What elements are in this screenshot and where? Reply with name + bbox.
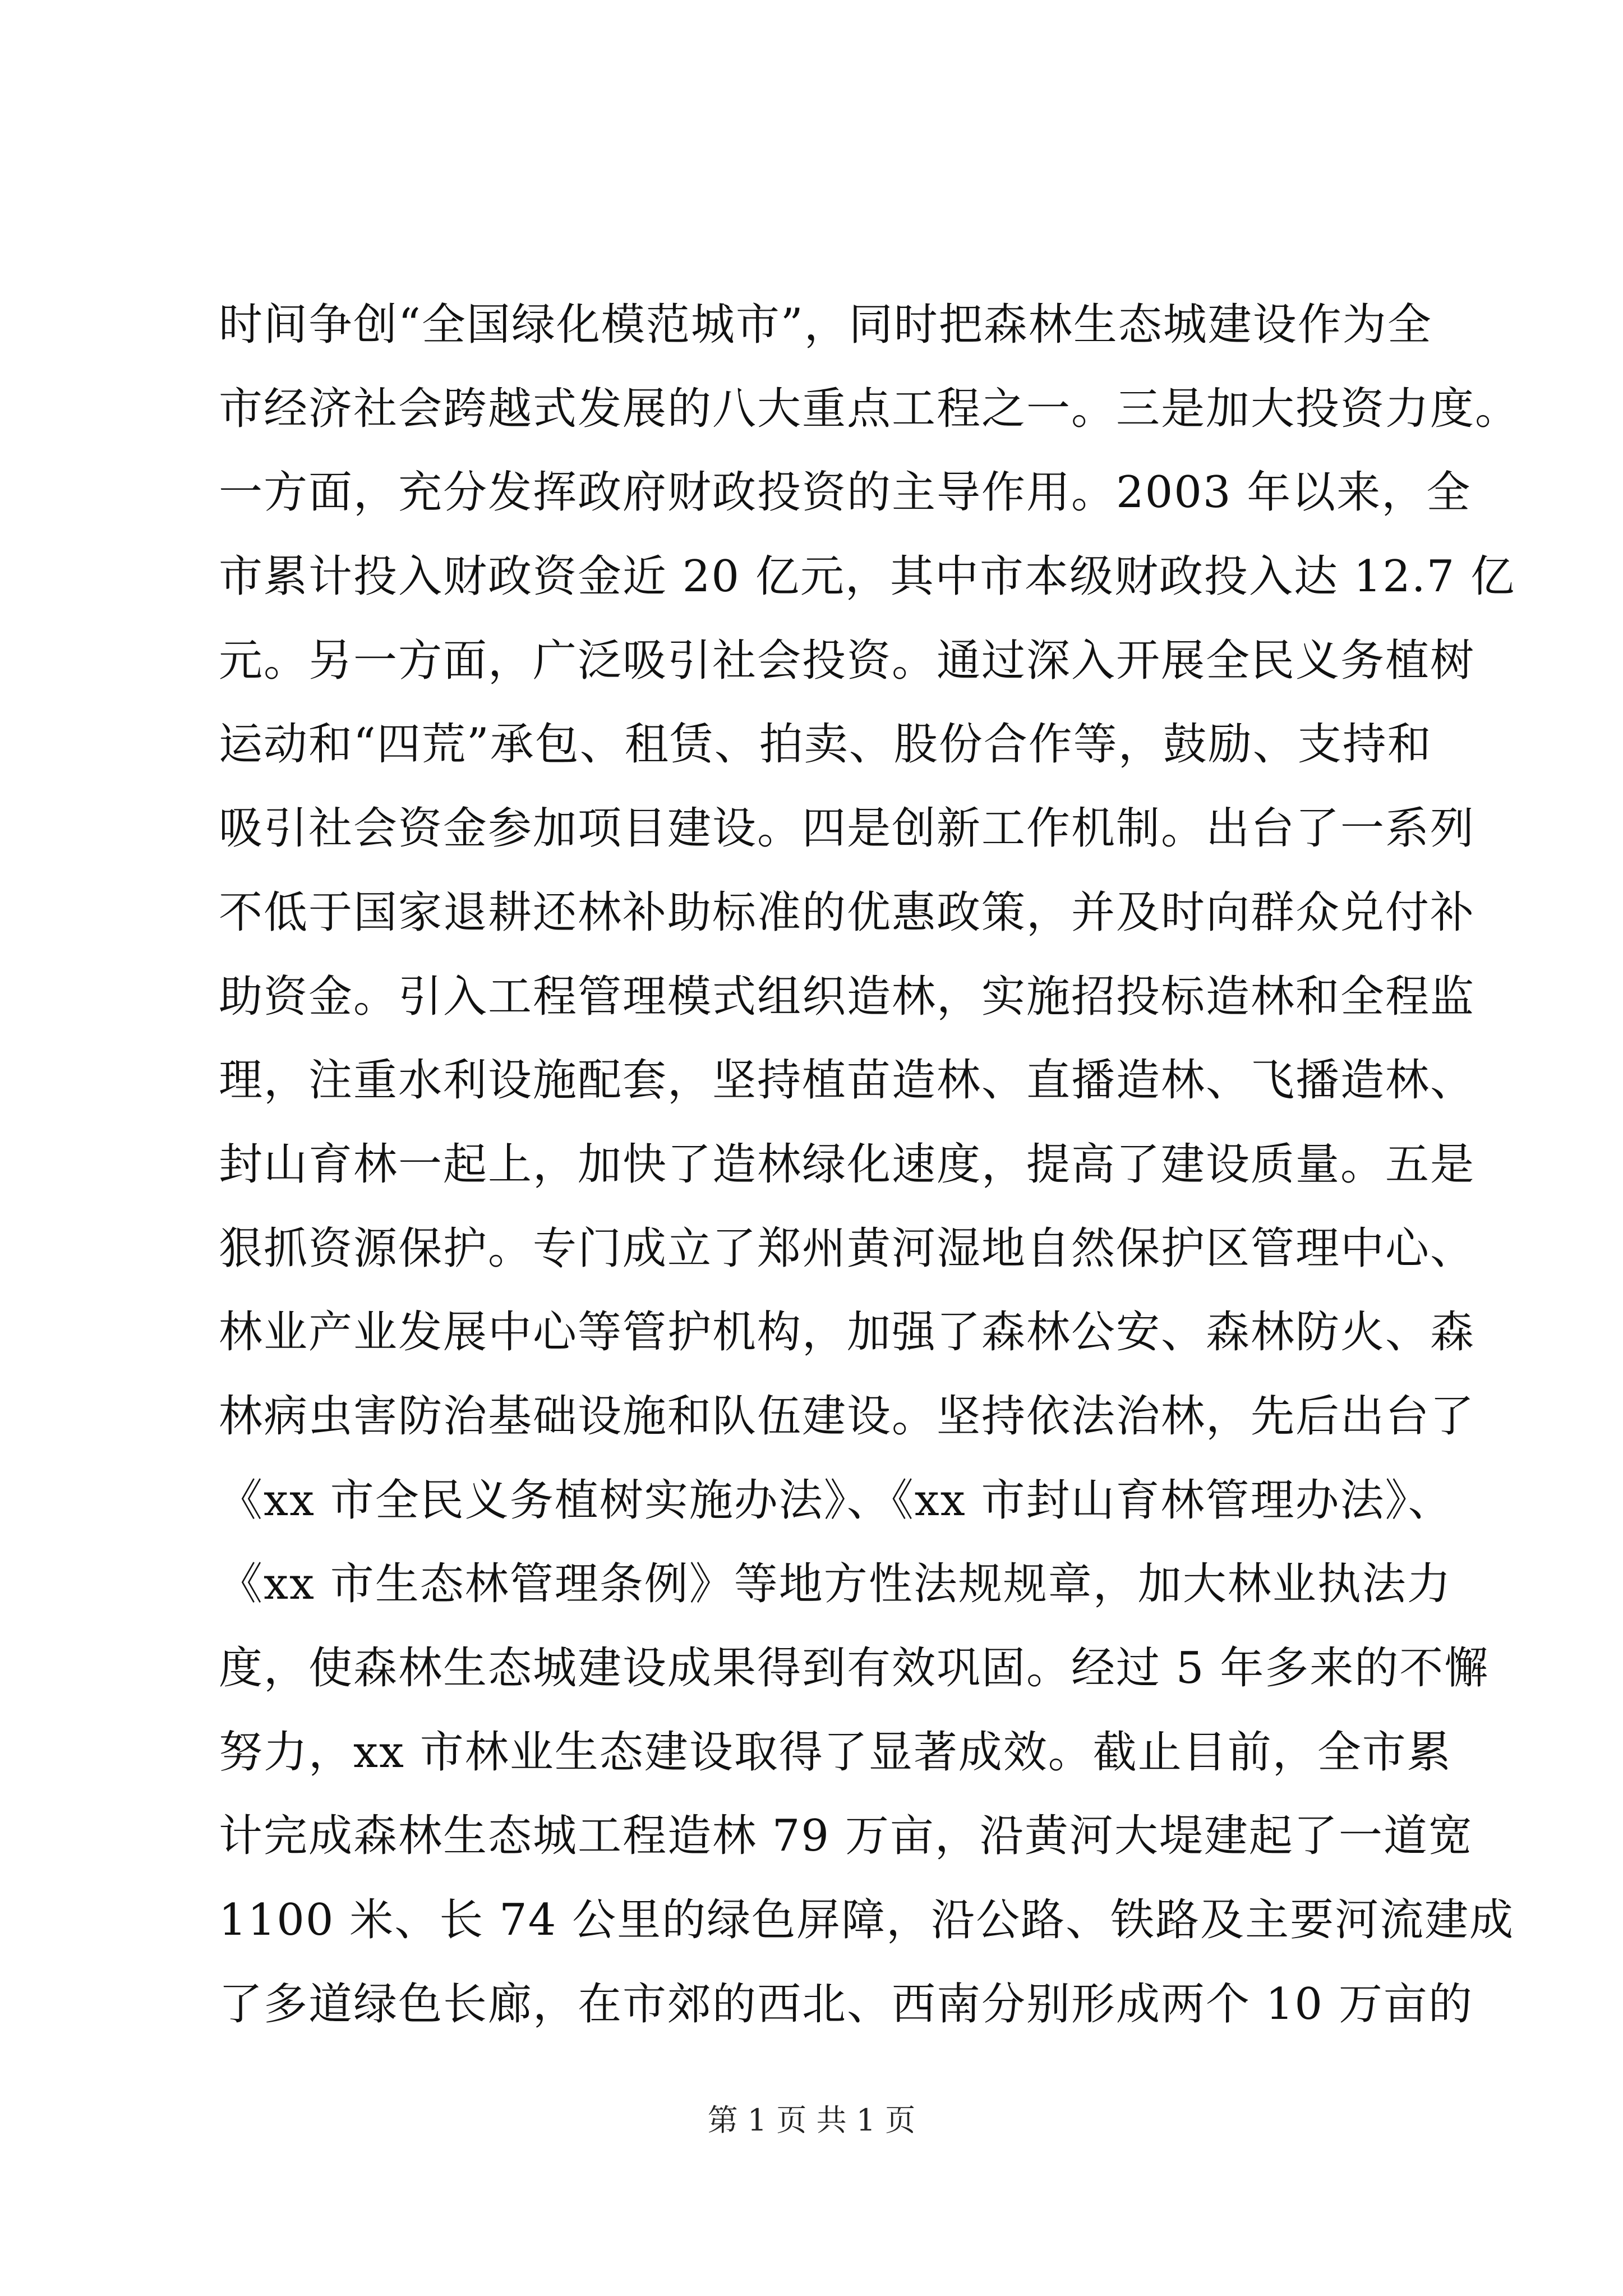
text-line: 《xx 市全民义务植树实施办法》、《xx 市封山育林管理办法》、 [219, 1475, 1453, 1526]
text-line: 了多道绿色长廊，在市郊的西北、西南分别形成两个 10 万亩的 [219, 1978, 1473, 2030]
text-line: 元。另一方面，广泛吸引社会投资。通过深入开展全民义务植树 [219, 635, 1476, 686]
text-line: 计完成森林生态城工程造林 79 万亩，沿黄河大堤建起了一道宽 [219, 1811, 1473, 1862]
text-line: 一方面，充分发挥政府财政投资的主导作用。2003 年以来，全 [219, 467, 1472, 518]
page-footer: 第 1 页 共 1 页 [707, 2102, 916, 2138]
text-line: 度，使森林生态城建设成果得到有效巩固。经过 5 年多来的不懈 [219, 1643, 1490, 1694]
text-line: 《xx 市生态林管理条例》等地方性法规规章，加大林业执法力 [219, 1559, 1452, 1610]
text-line: 运动和“四荒”承包、租赁、拍卖、股份合作等，鼓励、支持和 [219, 719, 1432, 770]
text-line: 吸引社会资金参加项目建设。四是创新工作机制。出台了一系列 [219, 803, 1476, 854]
text-line: 市经济社会跨越式发展的八大重点工程之一。三是加大投资力度。 [219, 383, 1520, 434]
text-line: 理，注重水利设施配套，坚持植苗造林、直播造林、飞播造林、 [219, 1055, 1476, 1106]
text-line: 市累计投入财政资金近 20 亿元，其中市本级财政投入达 12.7 亿 [219, 551, 1516, 602]
text-line: 林病虫害防治基础设施和队伍建设。坚持依法治林，先后出台了 [219, 1391, 1476, 1442]
text-line: 1100 米、长 74 公里的绿色屏障，沿公路、铁路及主要河流建成 [219, 1895, 1515, 1946]
text-line: 努力，xx 市林业生态建设取得了显著成效。截止目前，全市累 [219, 1727, 1452, 1778]
text-line: 狠抓资源保护。专门成立了郑州黄河湿地自然保护区管理中心、 [219, 1223, 1476, 1274]
text-line: 封山育林一起上，加快了造林绿化速度，提高了建设质量。五是 [219, 1139, 1476, 1190]
text-line: 助资金。引入工程管理模式组织造林，实施招投标造林和全程监 [219, 971, 1476, 1022]
text-line: 不低于国家退耕还林补助标准的优惠政策，并及时向群众兑付补 [219, 887, 1476, 938]
body-text [219, 283, 1520, 2046]
text-line: 时间争创“全国绿化模范城市”，同时把森林生态城建设作为全 [219, 300, 1432, 350]
text-line: 林业产业发展中心等管护机构，加强了森林公安、森林防火、森 [219, 1307, 1476, 1358]
